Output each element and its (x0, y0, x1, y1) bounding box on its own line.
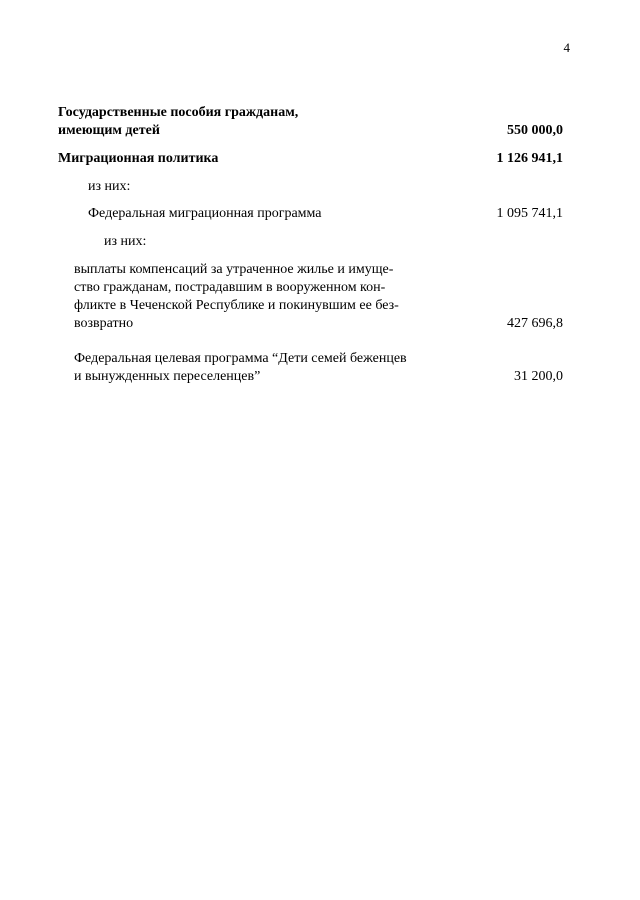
budget-row-child-benefits (58, 104, 563, 140)
row-label-line: из них: (88, 179, 131, 194)
row-label-line: выплаты компенсаций за утраченное жилье и имуще- (74, 262, 394, 277)
row-label-line: ство гражданам, пострадавшим в вооруженном кон- (74, 280, 386, 295)
row-value: 1 095 741,1 (496, 206, 563, 221)
row-label-line: из них: (104, 234, 147, 249)
row-label-line: Государственные пособия гражданам, (58, 105, 299, 120)
budget-row-of-which (104, 233, 609, 251)
row-value: 550 000,0 (507, 123, 563, 138)
row-label-line: Миграционная политика (58, 151, 219, 166)
budget-row-of-which (88, 178, 563, 196)
row-value: 31 200,0 (514, 369, 563, 384)
budget-row-refugee-children-program (74, 350, 563, 386)
row-label-line: и вынужденных переселенцев” (74, 369, 261, 384)
budget-row-federal-migration-program (88, 205, 563, 223)
row-label-line: фликте в Чеченской Республике и покинувшим ее без- (74, 298, 399, 313)
row-label-line: имеющим детей (58, 123, 160, 138)
page-number: 4 (563, 40, 570, 55)
budget-row-migration-policy (58, 150, 563, 168)
row-label-line: Федеральная целевая программа “Дети семей беженцев (74, 351, 407, 366)
row-value: 427 696,8 (507, 316, 563, 331)
budget-row-compensation-payments (74, 261, 563, 333)
row-value: 1 126 941,1 (496, 151, 563, 166)
row-label-line: возвратно (74, 316, 134, 331)
row-label-line: Федеральная миграционная программа (88, 206, 322, 221)
